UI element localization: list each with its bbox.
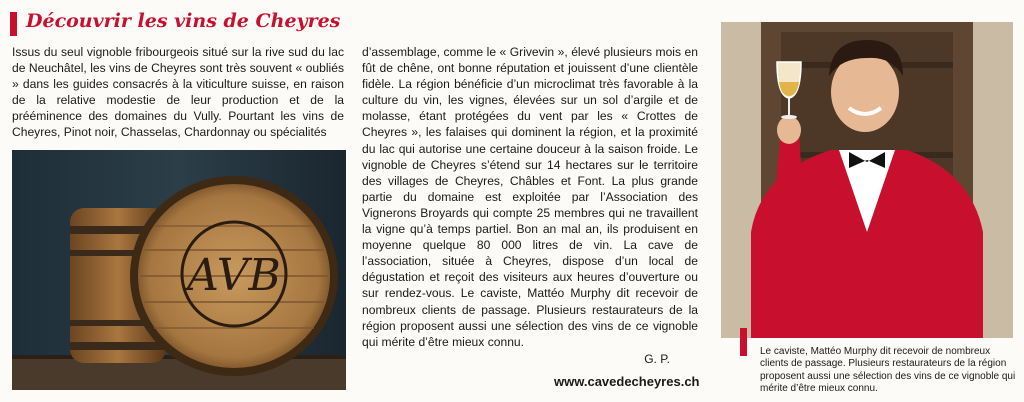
article-column-1: Issus du seul vignoble fribourgeois situé sur la rive sud du lac de Neuchâtel, les vins de Cheyres sont très souvent « oubliés » dans les guides consacrés à la viticulture suisse, en raison de la relative modestie de leur production et de la prééminence des domaines du Vully. Pourtant les vins de Cheyres, Pinot noir, Chasselas, Chardonnay ou spécialités xyxy=(12,45,344,140)
title-accent-bar xyxy=(10,12,17,36)
barrel-monogram: AVB xyxy=(187,250,281,301)
caviste-portrait-photo xyxy=(721,22,1013,338)
front-barrel xyxy=(130,176,338,376)
author-signature: G. P. xyxy=(644,352,670,366)
barrel-photo xyxy=(12,150,346,390)
article-column-2: d’assemblage, comme le « Grivevin », élevé plusieurs mois en fût de chêne, ont bonne réputation et jouissent d’une clientèle fidèle. La région bénéficie d’un microclimat très favorable à la culture du vin, les vignes, élevées sur un sol d’argile et de molasse, étant protégées du vent par les « Crottes de Cheyres », les falaises qui dominent la région, et la proximité du lac qui autorise une certaine douceur à la saison froide. Le vignoble de Cheyres s’étend sur 14 hectares sur le territoire des villages de Cheyres, Châbles et Font. La plus grande partie du domaine est exploitée par l’Association des Vignerons Broyards qui compte 25 membres qui ne travaillent la vigne qu’à temps partiel. Bon an mal an, ils produisent en moyenne quelque 80 000 litres de vin. La cave de l’association, située à Cheyres, dispose d’un local de dégustation et reçoit des visiteurs aux heures d’ouverture ou sur rendez-vous. Le caviste, Mattéo Murphy dit recevoir de nombreux clients de passage. Plusieurs restaurateurs de la région proposent aussi une sélection des vins de ce vignoble qui mérite d’être mieux connu. xyxy=(362,45,698,349)
article-title: Découvrir les vins de Cheyres xyxy=(26,10,341,32)
caption-accent-bar xyxy=(740,328,747,356)
photo-caption: Le caviste, Mattéo Murphy dit recevoir de nombreux clients de passage. Plusieurs restaurateurs de la région proposent aussi une sélection des vins de ce vignoble qui mérite d’être mieux connu. xyxy=(760,346,1016,394)
website-link[interactable]: www.cavedecheyres.ch xyxy=(554,374,700,389)
